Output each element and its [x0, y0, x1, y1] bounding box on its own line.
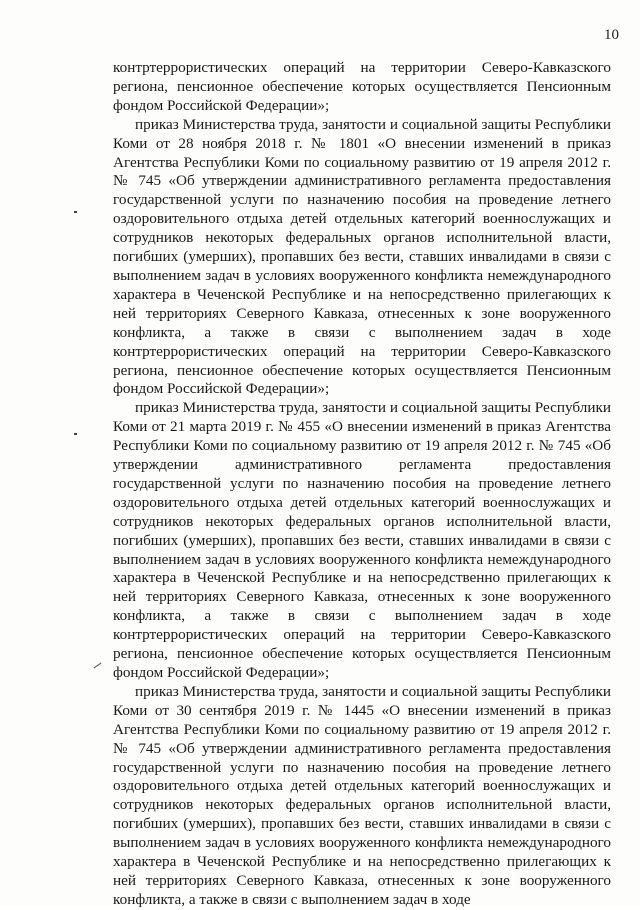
- paragraph-order-455: приказ Министерства труда, занятости и социальной защиты Республики Коми от 21 марта 2019 г. № 455 «О внесении изменений в приказ Агентства Республики Коми по социальному развитию от 19 апреля 2012 г. № 745 «Об утверждении административного регламента предоставления государственной услуги по назначению пособия на проведение летнего оздоровительного отдыха детей отдельных категорий военнослужащих и сотрудников некоторых федеральных органов исполнительной власти, погибших (умерших), пропавших без вести, ставших инвалидами в связи с выполнением задач в условиях вооруженного конфликта немеждународного характера в Чеченской Республике и на непосредственно прилегающих к ней территориях Северного Кавказа, отнесенных к зоне вооруженного конфликта, а также в связи с выполнением задач в ходе контртеррористических операций на территории Северо-Кавказского региона, пенсионное обеспечение которых осуществляется Пенсионным фондом Российской Федерации»;: [113, 399, 611, 681]
- page-number: 10: [604, 27, 619, 43]
- paragraph-order-1801: приказ Министерства труда, занятости и социальной защиты Республики Коми от 28 ноября 2018 г. № 1801 «О внесении изменений в приказ Агентства Республики Коми по социальному развитию от 19 апреля 2012 г. № 745 «Об утверждении административного регламента предоставления государственной услуги по назначению пособия на проведение летнего оздоровительного отдыха детей отдельных категорий военнослужащих и сотрудников некоторых федеральных органов исполнительной власти, погибших (умерших), пропавших без вести, ставших инвалидами в связи с выполнением задач в условиях вооруженного конфликта немеждународного характера в Чеченской Республике и на непосредственно прилегающих к ней территориях Северного Кавказа, отнесенных к зоне вооруженного конфликта, а также в связи с выполнением задач в ходе контртеррористических операций на территории Северо-Кавказского региона, пенсионное обеспечение которых осуществляется Пенсионным фондом Российской Федерации»;: [113, 115, 611, 398]
- margin-mark: [74, 433, 77, 435]
- paragraph-continuation: контртеррористических операций на территории Северо-Кавказского региона, пенсионное обеспечение которых осуществляется Пенсионным фондом Российской Федерации»;: [113, 59, 611, 114]
- margin-mark: [94, 663, 102, 669]
- margin-mark: [74, 211, 77, 213]
- paragraph-order-1445: приказ Министерства труда, занятости и социальной защиты Республики Коми от 30 сентября 2019 г. № 1445 «О внесении изменений в приказ Агентства Республики Коми по социальному развитию от 19 апреля 2012 г. № 745 «Об утверждении административного регламента предоставления государственной услуги по назначению пособия на проведение летнего оздоровительного отдыха детей отдельных категорий военнослужащих и сотрудников некоторых федеральных органов исполнительной власти, погибших (умерших), пропавших без вести, ставших инвалидами в связи с выполнением задач в условиях вооруженного конфликта немеждународного характера в Чеченской Республике и на непосредственно прилегающих к ней территориях Северного Кавказа, отнесенных к зоне вооруженного конфликта, а также в связи с выполнением задач в ходе: [113, 682, 611, 908]
- document-body: [113, 59, 611, 910]
